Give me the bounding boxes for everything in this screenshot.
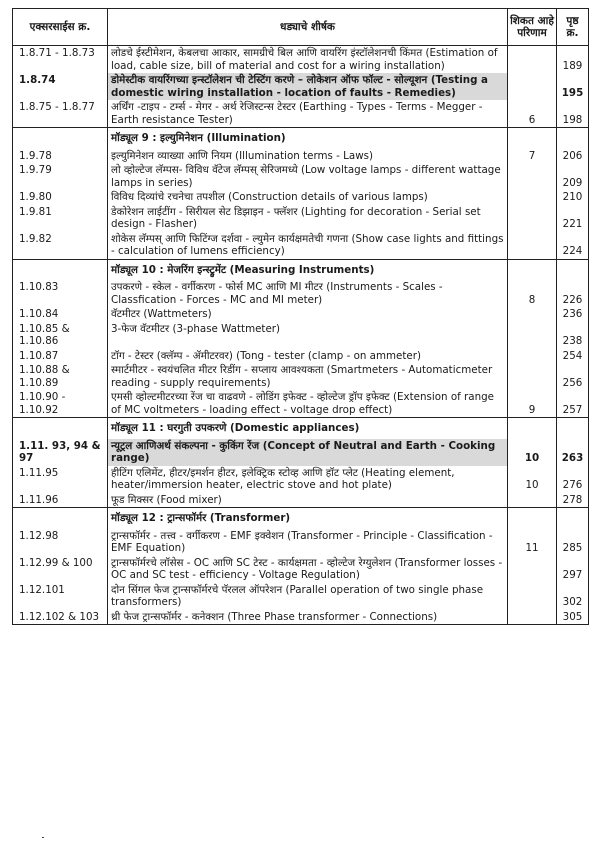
page-number: 221 xyxy=(557,205,589,232)
exercise-number: 1.12.98 xyxy=(19,529,59,542)
learning-outcome xyxy=(508,205,557,232)
module-group xyxy=(13,128,589,260)
exercise-number: 1.9.80 xyxy=(19,191,52,203)
exercise-number: 1.11.95 xyxy=(19,466,59,479)
page-number: 209 xyxy=(557,163,589,190)
table-row xyxy=(13,163,589,190)
table-row xyxy=(13,205,589,232)
page-number: 257 xyxy=(557,390,589,418)
table-row xyxy=(13,493,589,508)
table-row xyxy=(13,190,589,205)
page-number: 278 xyxy=(557,493,589,508)
page-number: 189 xyxy=(557,46,589,74)
header-exercise: एक्सरसाईस क्र. xyxy=(13,9,108,46)
page-number: 224 xyxy=(557,232,589,260)
learning-outcome: 10 xyxy=(508,466,557,493)
exercise-number: 1.10.87 xyxy=(19,349,59,362)
module-heading-row xyxy=(13,418,589,439)
topic-title: डोमेस्टीक वायरिंगच्या इन्स्टॉलेशन ची टेस्टिंग करणे – लोकेशन ऑफ फॉल्ट - सोल्यूशन (Testing a domestic wiring installation - location of faults - Remedies) xyxy=(108,73,508,100)
table-row xyxy=(13,556,589,583)
page-number: 305 xyxy=(557,610,589,625)
table-row xyxy=(13,322,589,349)
page-number: 297 xyxy=(557,556,589,583)
topic-title: वॅटमीटर (Wattmeters) xyxy=(108,307,508,322)
table-header xyxy=(13,9,589,46)
page-number: 236 xyxy=(557,307,589,322)
topic-title: ट्रान्सफॉर्मर - तत्त्व - वर्गीकरण - EMF इक्वेशन (Transformer - Principle - Classification - EMF Equation) xyxy=(108,529,508,556)
page-number: 285 xyxy=(557,529,589,556)
exercise-number: 1.12.101 xyxy=(19,583,65,596)
topic-title: लो व्होल्टेज लॅम्पस- विविध वॅटेज लॅम्पस् सेरिजमध्ये (Low voltage lamps - different wattage lamps in series) xyxy=(108,163,508,190)
exercise-number: 1.10.84 xyxy=(19,308,59,320)
table-row xyxy=(13,307,589,322)
learning-outcome xyxy=(508,307,557,322)
page-number: 226 xyxy=(557,280,589,307)
table-row xyxy=(13,390,589,418)
page-number: 276 xyxy=(557,466,589,493)
page-number: 210 xyxy=(557,190,589,205)
page-mark xyxy=(42,837,44,838)
page-number: 206 xyxy=(557,149,589,164)
exercise-number: 1.9.82 xyxy=(19,232,52,245)
page-number: 254 xyxy=(557,349,589,364)
page-number: 198 xyxy=(557,100,589,128)
topic-title: डेकोरेशन लाईटींग - सिरीयल सेट डिझाइन - फ्लॅशर (Lighting for decoration - Serial set design - Flasher) xyxy=(108,205,508,232)
module-group xyxy=(13,418,589,508)
exercise-number: 1.11.96 xyxy=(19,493,59,506)
learning-outcome xyxy=(508,190,557,205)
table-row xyxy=(13,349,589,364)
module-heading-outcome xyxy=(508,259,557,280)
exercise-number: 1.8.71 - 1.8.73 xyxy=(19,47,95,59)
table-row xyxy=(13,363,589,390)
table-row xyxy=(13,46,589,74)
page-number: 263 xyxy=(557,439,589,466)
module-heading: मॉड्यूल 12 : ट्रान्सफॉर्मर (Transformer) xyxy=(108,508,508,529)
module-heading-outcome xyxy=(508,418,557,439)
topic-title: उपकरणे - स्केल - वर्गीकरण - फोर्स MC आणि MI मीटर (Instruments - Scales - Classfication - Forces - MC and MI meter) xyxy=(108,280,508,307)
learning-outcome xyxy=(508,163,557,190)
topic-title: एमसी व्होल्टमीटरच्या रेंज चा वाढवणे - लोडिंग इफेक्ट - व्होल्टेज ड्रॉप इफेक्ट (Extension of range of MC voltmeters - loading effect - voltage drop effect) xyxy=(108,390,508,418)
table-row xyxy=(13,280,589,307)
learning-outcome xyxy=(508,46,557,74)
exercise-number: 1.10.85 & 1.10.86 xyxy=(19,322,70,347)
learning-outcome: 7 xyxy=(508,149,557,164)
learning-outcome xyxy=(508,349,557,364)
topic-title: शोकेस लॅम्पस् आणि फिटिंग्ज दर्शवा - ल्युमेन कार्यक्षमतेची गणना (Show case lights and fittings - calculation of lumens efficiency) xyxy=(108,232,508,260)
learning-outcome: 8 xyxy=(508,280,557,307)
learning-outcome xyxy=(508,322,557,349)
table-row xyxy=(13,232,589,260)
topic-title: लोडचे ईस्टीमेशन, केबलचा आकार, सामग्रीचे बिल आणि वायरिंग इंस्टॉलेशनची किंमत (Estimation of load, cable size, bill of material and cost for a wiring installation) xyxy=(108,46,508,74)
module-heading: मॉड्यूल 9 : इल्युमिनेशन (Illumination) xyxy=(108,128,508,149)
topic-title: इल्युमिनेशन व्याख्या आणि नियम (Illumination terms - Laws) xyxy=(108,149,508,164)
learning-outcome xyxy=(508,583,557,610)
module-group xyxy=(13,259,589,418)
table-row xyxy=(13,466,589,493)
page-number: 238 xyxy=(557,322,589,349)
table-row xyxy=(13,439,589,466)
learning-outcome xyxy=(508,363,557,390)
exercise-number: 1.11. 93, 94 & 97 xyxy=(19,439,101,464)
exercise-number: 1.10.83 xyxy=(19,281,59,293)
exercise-number: 1.10.88 & 1.10.89 xyxy=(19,364,70,389)
exercise-number: 1.8.74 xyxy=(19,74,56,86)
topic-title: ट्रान्सफॉर्मरचे लॉसेस - OC आणि SC टेस्ट - कार्यक्षमता - व्होल्टेज रेग्युलेशन (Transformer losses - OC and SC test - efficiency - Voltage Regulation) xyxy=(108,556,508,583)
module-heading: मॉड्यूल 11 : घरगुती उपकरणे (Domestic appliances) xyxy=(108,418,508,439)
learning-outcome xyxy=(508,556,557,583)
module-heading-empty xyxy=(13,418,108,439)
exercise-number: 1.12.99 & 100 xyxy=(19,556,93,569)
topic-title: टॉग - टेस्टर (क्लॅम्प - ॲमीटरवर) (Tong - tester (clamp - on ammeter) xyxy=(108,349,508,364)
module-heading-empty xyxy=(13,128,108,149)
topic-title: स्मार्टमीटर - स्वयंचलित मीटर रिडींग - सप्लाय आवश्यकता (Smartmeters - Automaticmeter reading - supply requirements) xyxy=(108,363,508,390)
learning-outcome xyxy=(508,610,557,625)
module-group xyxy=(13,46,589,128)
table-row xyxy=(13,529,589,556)
exercise-number: 1.10.90 - 1.10.92 xyxy=(19,391,66,416)
topic-title: थ्री फेज ट्रान्सफॉर्मर - कनेक्शन (Three Phase transformer - Connections) xyxy=(108,610,508,625)
exercise-number: 1.9.81 xyxy=(19,205,52,218)
topic-title: हीटिंग एलिमेंट, हीटर/इमर्शन हीटर, इलेक्ट्रिक स्टोव्ह आणि हॉट प्लेट (Heating element, heater/immersion heater, electric stove and hot plate) xyxy=(108,466,508,493)
learning-outcome: 10 xyxy=(508,439,557,466)
topic-title: न्यूट्रल आणिअर्थ संकल्पना - कुकिंग रेंज (Concept of Neutral and Earth - Cooking range) xyxy=(108,439,508,466)
header-topic: धड्याचे शीर्षक xyxy=(108,9,508,46)
learning-outcome xyxy=(508,73,557,100)
learning-outcome: 6 xyxy=(508,100,557,128)
module-heading-outcome xyxy=(508,508,557,529)
module-heading-row xyxy=(13,508,589,529)
page-number: 302 xyxy=(557,583,589,610)
module-heading-page xyxy=(557,418,589,439)
table-row xyxy=(13,149,589,164)
module-heading-empty xyxy=(13,259,108,280)
table-row xyxy=(13,583,589,610)
contents-page xyxy=(12,8,588,844)
exercise-number: 1.12.102 & 103 xyxy=(19,610,100,623)
topic-title: विविध दिव्यांचे रचनेचा तपशील (Construction details of various lamps) xyxy=(108,190,508,205)
module-heading-page xyxy=(557,128,589,149)
table-row xyxy=(13,610,589,625)
page-number: 256 xyxy=(557,363,589,390)
topic-title: दोन सिंगल फेज ट्रान्सफॉर्मरचे पॅरलल ऑपरेशन (Parallel operation of two single phase transformers) xyxy=(108,583,508,610)
module-heading-outcome xyxy=(508,128,557,149)
topic-title: 3-फेज वॅटमीटर (3-phase Wattmeter) xyxy=(108,322,508,349)
module-heading-page xyxy=(557,508,589,529)
learning-outcome xyxy=(508,232,557,260)
module-heading-row xyxy=(13,128,589,149)
page-number: 195 xyxy=(557,73,589,100)
header-page: पृष्ठ क्र. xyxy=(557,9,589,46)
module-heading-empty xyxy=(13,508,108,529)
exercise-number: 1.9.79 xyxy=(19,164,52,176)
topic-title: अर्थिंग -टाइप - टर्म्स - मेगर - अर्थ रेजिस्टन्स टेस्टर (Earthing - Types - Terms - Megger - Earth resistance Tester) xyxy=(108,100,508,128)
exercise-number: 1.9.78 xyxy=(19,149,52,162)
module-group xyxy=(13,508,589,625)
module-heading-row xyxy=(13,259,589,280)
table-row xyxy=(13,73,589,100)
header-outcome: शिकत आहे परिणाम xyxy=(508,9,557,46)
module-heading: मॉड्यूल 10 : मेजरिंग इन्स्ट्रुमेंट (Measuring Instruments) xyxy=(108,259,508,280)
contents-table xyxy=(12,8,589,625)
exercise-number: 1.8.75 - 1.8.77 xyxy=(19,101,95,113)
learning-outcome: 11 xyxy=(508,529,557,556)
learning-outcome xyxy=(508,493,557,508)
table-row xyxy=(13,100,589,128)
module-heading-page xyxy=(557,259,589,280)
learning-outcome: 9 xyxy=(508,390,557,418)
topic-title: फूड मिक्सर (Food mixer) xyxy=(108,493,508,508)
